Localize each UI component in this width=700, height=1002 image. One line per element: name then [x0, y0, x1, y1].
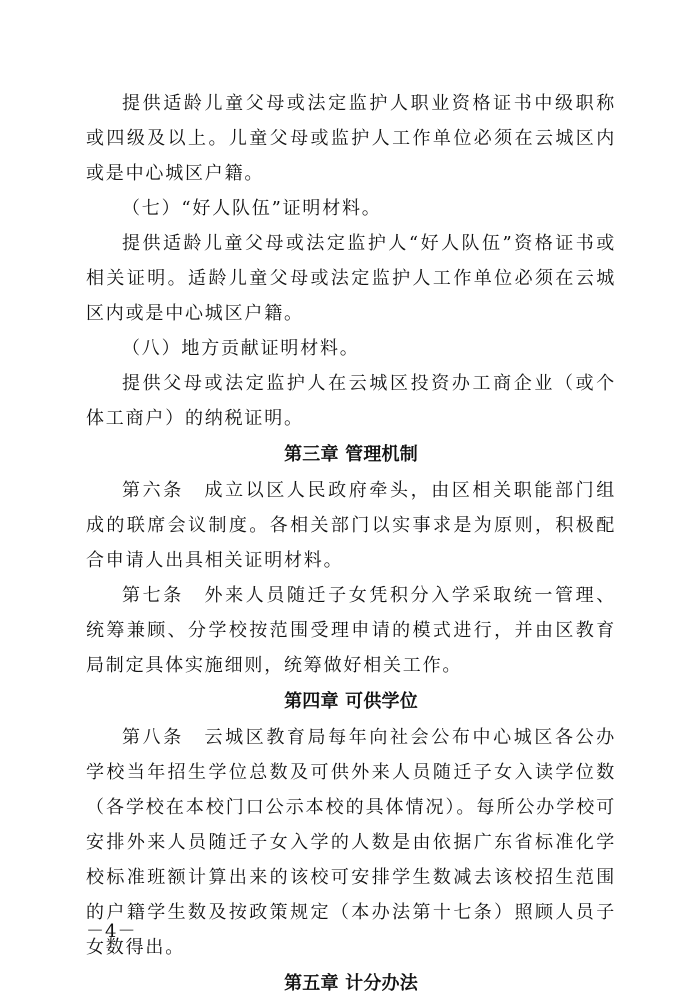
article-eight: 第八条 云城区教育局每年向社会公布中心城区各公办学校当年招生学位总数及可供外来人员随迁子女入读学位数（各学校在本校门口公示本校的具体情况）。每所公办学校可安排外来人员随迁子女入学的人数是由依据广东省标准化学校标准班额计算出来的该校可安排学生数减去该校招生范围的户籍学生数及按政策规定（本办法第十七条）照顾人员子女数得出。	[86, 727, 616, 958]
chapter-five-title: 第五章 计分办法	[284, 973, 418, 994]
chapter-four-title: 第四章 可供学位	[284, 691, 418, 712]
page-number: －4－	[86, 921, 137, 942]
section-heading-good-person-team: （七）“好人队伍”证明材料。	[122, 198, 382, 219]
section-heading-local-contribution: （八）地方贡献证明材料。	[122, 338, 360, 359]
paragraph-job-certificate: 提供适龄儿童父母或法定监护人职业资格证书中级职称或四级及以上。儿童父母或监护人工作单位必须在云城区内或是中心城区户籍。	[86, 93, 616, 184]
document-body	[86, 86, 616, 1002]
chapter-three-title: 第三章 管理机制	[284, 444, 418, 465]
article-seven: 第七条 外来人员随迁子女凭积分入学采取统一管理、统筹兼顾、分学校按范围受理申请的模式进行，并由区教育局制定具体实施细则，统筹做好相关工作。	[86, 585, 616, 676]
paragraph-tax-certificate: 提供父母或法定监护人在云城区投资办工商企业（或个体工商户）的纳税证明。	[86, 373, 616, 429]
paragraph-good-person-certificate: 提供适龄儿童父母或法定监护人“好人队伍”资格证书或相关证明。适龄儿童父母或法定监护人工作单位必须在云城区内或是中心城区户籍。	[86, 233, 616, 324]
article-six: 第六条 成立以区人民政府牵头，由区相关职能部门组成的联席会议制度。各相关部门以实事求是为原则，积极配合申请人出具相关证明材料。	[86, 480, 616, 571]
